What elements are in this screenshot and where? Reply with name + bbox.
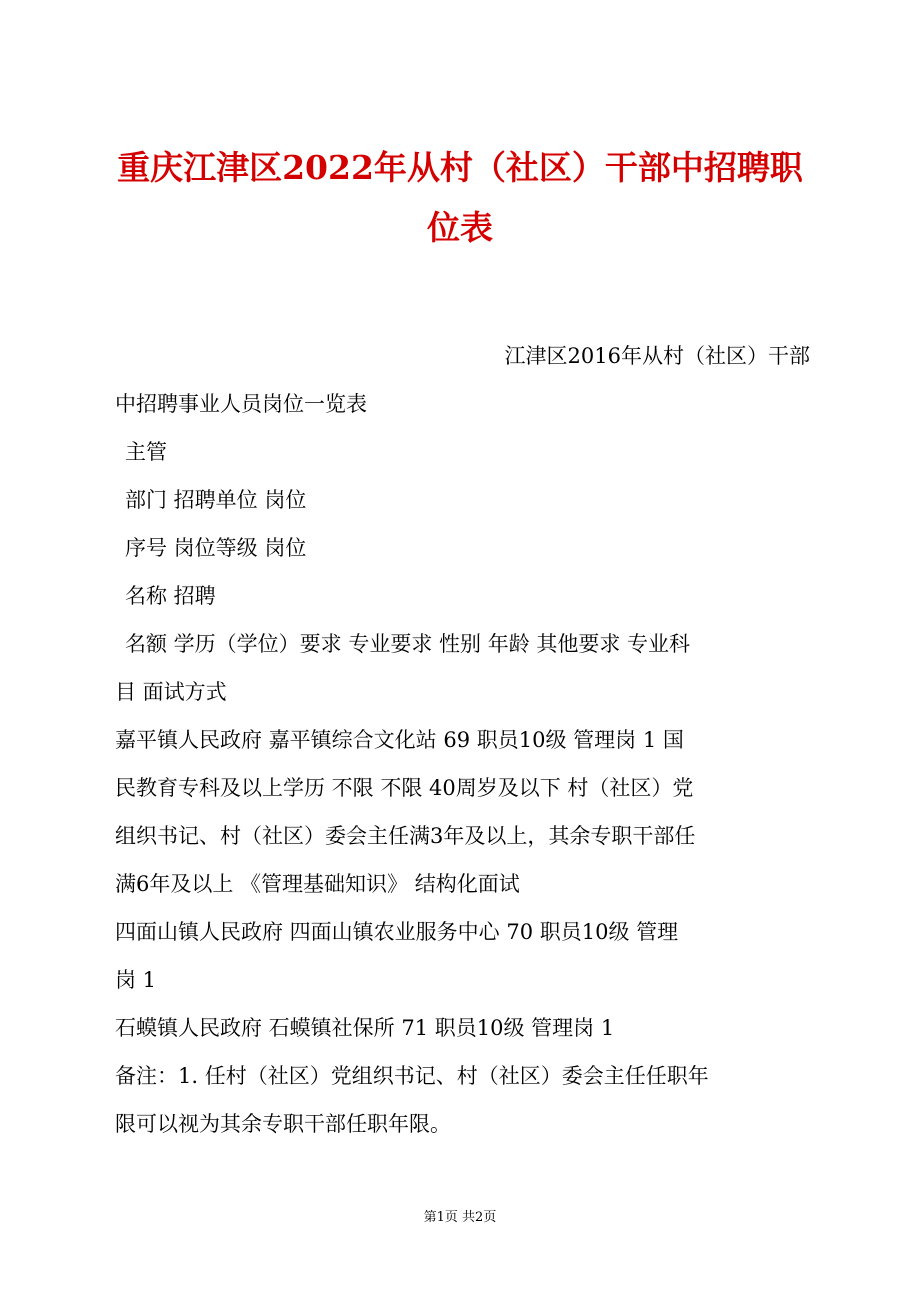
body-line: 石蟆镇人民政府 石蟆镇社保所 71 职员10级 管理岗 1	[115, 1016, 615, 1040]
body-line: 岗 1	[115, 968, 157, 992]
title-line-2: 位表	[427, 208, 493, 247]
body-line: 序号 岗位等级 岗位	[125, 536, 307, 560]
document-body	[115, 332, 810, 1148]
body-line: 备注：1. 任村（社区）党组织书记、村（社区）委会主任任职年	[115, 1064, 709, 1088]
body-line: 部门 招聘单位 岗位	[125, 488, 307, 512]
title-line-1: 重庆江津区2022年从村（社区）干部中招聘职	[117, 148, 803, 187]
body-line: 四面山镇人民政府 四面山镇农业服务中心 70 职员10级 管理	[115, 920, 679, 944]
body-line: 名称 招聘	[125, 584, 216, 608]
body-line: 名额 学历（学位）要求 专业要求 性别 年龄 其他要求 专业科	[125, 632, 691, 656]
body-line: 主管	[125, 440, 167, 464]
body-line: 中招聘事业人员岗位一览表	[115, 392, 367, 416]
body-line: 目 面试方式	[115, 680, 227, 704]
body-line: 嘉平镇人民政府 嘉平镇综合文化站 69 职员10级 管理岗 1 国	[115, 728, 684, 752]
page-footer: 第1页 共2页	[423, 1210, 497, 1225]
body-line: 民教育专科及以上学历 不限 不限 40周岁及以下 村（社区）党	[115, 776, 694, 800]
body-line: 组织书记、村（社区）委会主任满3年及以上，其余专职干部任	[115, 824, 696, 848]
body-line: 满6年及以上 《管理基础知识》 结构化面试	[115, 872, 520, 896]
document-title	[90, 138, 830, 258]
body-line: 江津区2016年从村（社区）干部	[504, 344, 810, 368]
body-line: 限可以视为其余专职干部任职年限。	[115, 1112, 451, 1136]
